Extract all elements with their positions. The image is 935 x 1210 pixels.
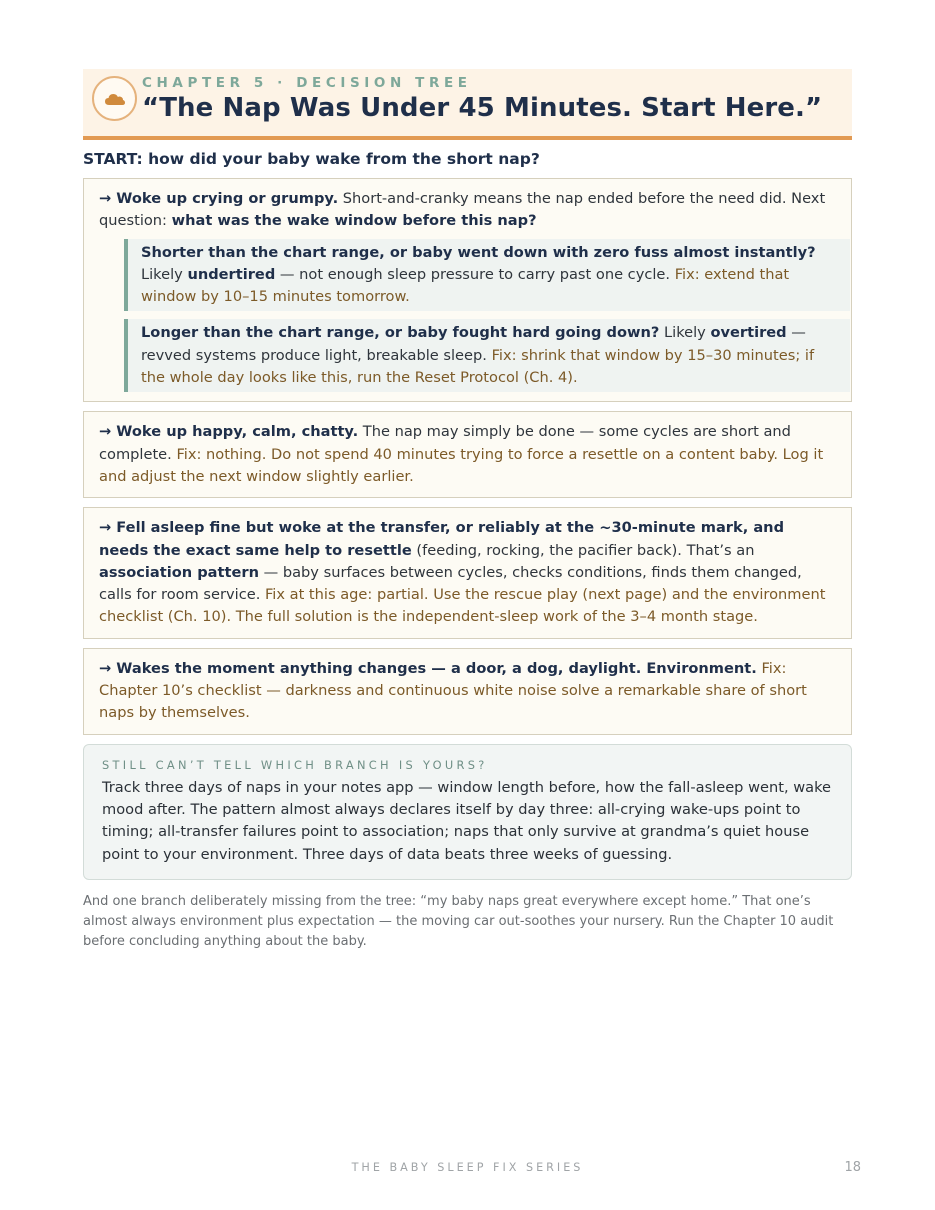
branch-crying: [83, 178, 852, 402]
branch-question: what was the wake window before this nap?: [171, 212, 537, 230]
sub-term: overtired: [710, 324, 787, 342]
sub-text: Likely: [141, 265, 188, 283]
branch-text: (feeding, rocking, the pacifier back). That’s an: [411, 541, 755, 559]
branch-lead: → Wakes the moment anything changes — a door, a dog, daylight. Environment.: [99, 659, 757, 677]
fix-text: Fix: Chapter 10’s checklist — darkness and continuous white noise solve a remarkable share of short naps by themselves.: [99, 659, 807, 722]
sub-branch-undertired: [124, 239, 850, 312]
branch-text: — baby surfaces between cycles, checks conditions, finds them changed, calls for room service.: [99, 563, 802, 604]
page-title: “The Nap Was Under 45 Minutes. Start Here.”: [142, 93, 823, 123]
sub-branch-overtired: [124, 319, 850, 392]
fix-text: Fix: extend that window by 10–15 minutes tomorrow.: [141, 265, 790, 306]
sub-text: — not enough sleep pressure to carry past one cycle.: [275, 265, 675, 283]
callout-label: STILL CAN’T TELL WHICH BRANCH IS YOURS?: [102, 757, 488, 772]
page: [83, 69, 852, 952]
branch-lead: → Woke up happy, calm, chatty.: [99, 423, 359, 441]
branch-text: Short-and-cranky means the nap ended before the need did. Next question:: [99, 190, 826, 230]
chapter-label: CHAPTER 5 · DECISION TREE: [142, 75, 472, 91]
branch-environment: [83, 648, 852, 735]
fix-text: Fix at this age: partial. Use the rescue play (next page) and the environment checklist (Ch. 10). The full solution is the independent-sleep work of the 3–4 month stage.: [99, 586, 826, 626]
branch-transfer: [83, 507, 852, 638]
sub-term: undertired: [187, 265, 276, 283]
tip-callout: [83, 744, 852, 880]
sub-lead: Longer than the chart range, or baby fought hard going down?: [141, 324, 660, 342]
footnote: And one branch deliberately missing from the tree: “my baby naps great everywhere except home.” That one’s almost always environment plus expectation — the moving car out-soothes your nursery. Run the Chapter 10 audit before concluding anything about the baby.: [83, 893, 834, 950]
footer-series: THE BABY SLEEP FIX SERIES: [351, 1161, 584, 1174]
fix-text: Fix: nothing. Do not spend 40 minutes trying to force a resettle on a content baby. Log it and adjust the next window slightly earlier.: [99, 445, 824, 485]
branch-happy: [83, 411, 852, 498]
branch-text: The nap may simply be done — some cycles are short and complete.: [99, 423, 791, 463]
start-question: START: how did your baby wake from the short nap?: [83, 150, 540, 168]
callout-body: Track three days of naps in your notes app — window length before, how the fall-asleep went, wake mood after. The pattern almost always declares itself by day three: all-crying wake-ups point to timing; all-transfer failures point to association; naps that only survive at grandma’s quiet house point to your environment. Three days of data beats three weeks of guessing.: [102, 778, 832, 863]
sub-text: — revved systems produce light, breakable sleep.: [141, 324, 806, 364]
cloud-icon: [92, 76, 137, 121]
branch-lead: → Fell asleep fine but woke at the transfer, or reliably at the ~30-minute mark, and needs the exact same help to resettle: [99, 519, 785, 559]
chapter-header: [83, 69, 852, 140]
branch-term: association pattern: [99, 563, 259, 581]
page-number: 18: [844, 1160, 861, 1175]
sub-lead: Shorter than the chart range, or baby went down with zero fuss almost instantly?: [141, 243, 816, 261]
branch-lead: → Woke up crying or grumpy.: [99, 190, 339, 207]
fix-text: Fix: shrink that window by 15–30 minutes; if the whole day looks like this, run the Reset Protocol (Ch. 4).: [141, 346, 815, 387]
sub-text: Likely: [659, 324, 711, 342]
